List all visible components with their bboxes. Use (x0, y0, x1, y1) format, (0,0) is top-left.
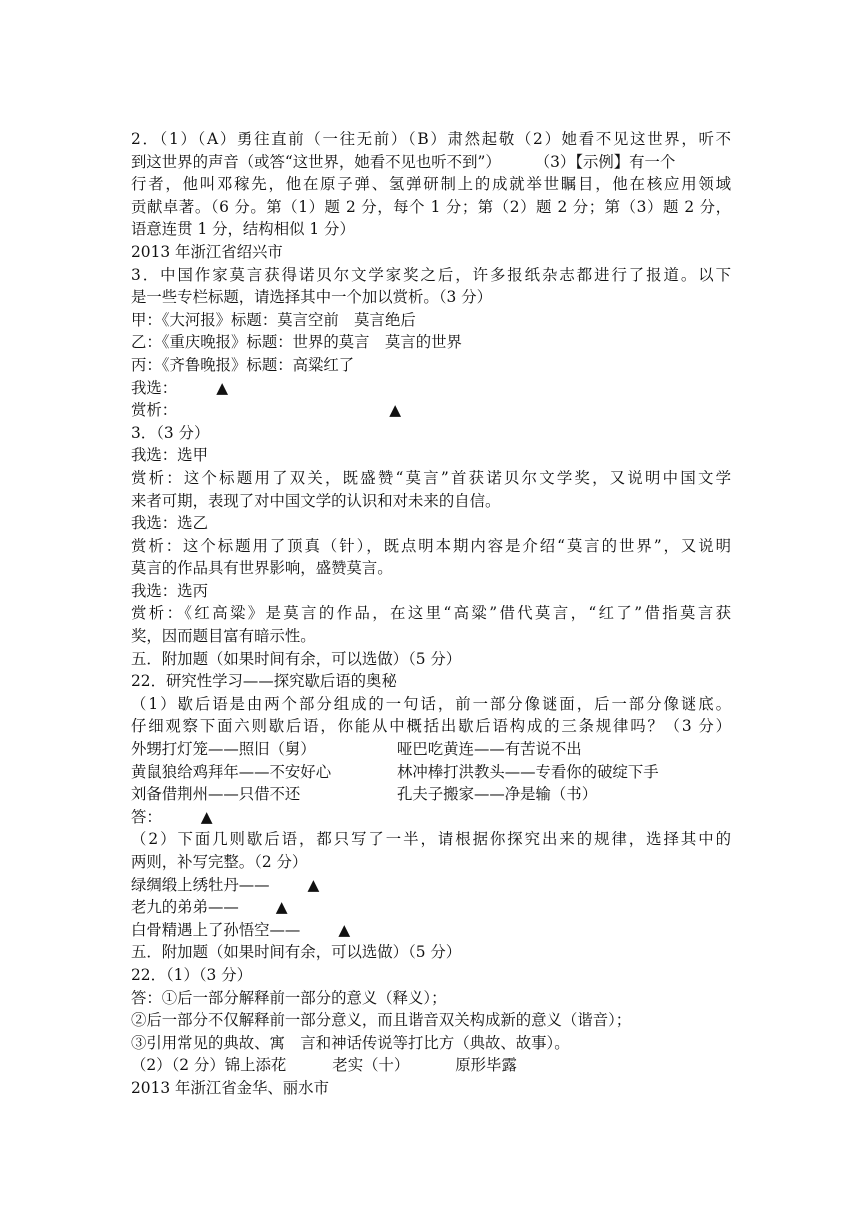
text-line (131, 761, 731, 784)
answer-placeholder-marker: ▲ (200, 807, 213, 826)
text-line: 赏析：这个标题用了双关，既盛赞“莫言”首获诺贝尔文学奖，又说明中国文学 (131, 468, 731, 487)
text-segment: 老实（十） (332, 1056, 410, 1075)
answer-placeholder-marker: ▲ (216, 378, 229, 397)
text-line: 我选：选乙 (131, 514, 208, 533)
xiehouyu-item: 外甥打灯笼——照旧（舅） (131, 740, 316, 759)
text-segment: 我选： (131, 378, 178, 397)
text-line: 五．附加题（如果时间有余，可以选做）（5 分） (131, 649, 462, 668)
text-line: 22．（1）（3 分） (131, 965, 253, 984)
text-segment: 到这世界的声音（或答“这世界，她看不见也听不到”） (131, 152, 501, 171)
text-line: 3．（3 分） (131, 423, 210, 442)
text-line: 2013 年浙江省金华、丽水市 (131, 1078, 329, 1097)
document-page (131, 128, 731, 1100)
text-line: ②后一部分不仅解释前一部分意义，而且谐音双关构成新的意义（谐音）； (131, 1011, 632, 1030)
xiehouyu-item: 孔夫子搬家——净是输（书） (397, 785, 598, 804)
text-line: 丙：《齐鲁晚报》标题：高粱红了 (131, 355, 355, 374)
text-line (131, 806, 731, 829)
text-segment: 绿绸缎上绣牡丹—— (131, 875, 270, 894)
answer-placeholder-marker: ▲ (338, 920, 351, 939)
text-line: 来者可期，表现了对中国文学的认识和对未来的自信。 (131, 491, 501, 510)
text-line: （2）下面几则歇后语，都只写了一半，请根据你探究出来的规律，选择其中的 (131, 830, 731, 849)
text-segment: 原形毕露 (455, 1056, 517, 1075)
text-line: 两则，补写完整。（2 分） (131, 853, 308, 871)
text-line: 莫言的作品具有世界影响，盛赞莫言。 (131, 559, 393, 578)
text-line: 22．研究性学习——探究歇后语的奥秘 (131, 672, 397, 691)
text-line: 五．附加题（如果时间有余，可以选做）（5 分） (131, 943, 462, 962)
answer-placeholder-marker: ▲ (307, 875, 320, 894)
text-line: 是一些专栏标题，请选择其中一个加以赏析。（3 分） (131, 288, 492, 307)
text-line (131, 738, 731, 761)
text-line: 答：①后一部分解释前一部分的意义（释义）； (131, 988, 447, 1007)
text-segment: （3）【示例】有一个 (534, 152, 676, 171)
text-segment: 白骨精遇上了孙悟空—— (131, 920, 301, 939)
text-line (131, 874, 731, 897)
xiehouyu-item: 林冲棒打洪教头——专看你的破绽下手 (397, 762, 659, 781)
text-segment: 答： (131, 807, 162, 826)
xiehouyu-item: 刘备借荆州——只借不还 (131, 785, 301, 804)
text-line: 语意连贯 1 分，结构相似 1 分） (131, 220, 355, 239)
text-segment: 赏析： (131, 401, 178, 420)
text-line: 我选：选丙 (131, 581, 208, 600)
text-line (131, 919, 731, 942)
text-line: 贡献卓著。（6 分。第（1）题 2 分，每个 1 分；第（2）题 2 分；第（3）题 2 分， (131, 197, 731, 216)
text-line: 2013 年浙江省绍兴市 (131, 242, 283, 261)
text-line: 我选：选甲 (131, 446, 208, 465)
text-line: 3．中国作家莫言获得诺贝尔文学家奖之后，许多报纸杂志都进行了报道。以下 (131, 265, 731, 284)
answer-placeholder-marker: ▲ (389, 401, 402, 420)
text-line: 赏析：这个标题用了顶真（针），既点明本期内容是介绍“莫言的世界”，又说明 (131, 536, 731, 555)
text-line (131, 896, 731, 919)
text-line: 仔细观察下面六则歇后语，你能从中概括出歇后语构成的三条规律吗？（3 分） (131, 717, 731, 736)
text-line (131, 377, 731, 400)
text-segment: （2）（2 分）锦上添花 (131, 1056, 287, 1075)
text-line (131, 783, 731, 806)
text-line: 奖，因而题目富有暗示性。 (131, 627, 316, 646)
text-line: 赏析：《红高粱》是莫言的作品，在这里“高粱”借代莫言，“红了”借指莫言获 (131, 604, 731, 623)
text-line (131, 399, 731, 422)
xiehouyu-item: 哑巴吃黄连——有苦说不出 (397, 740, 582, 759)
text-line (131, 151, 731, 174)
text-line: ③引用常见的典故、寓 言和神话传说等打比方（典故、故事）。 (131, 1033, 570, 1052)
text-line: 乙：《重庆晚报》标题：世界的莫言 莫言的世界 (131, 333, 462, 352)
text-line: 行者，他叫邓稼先，他在原子弹、氢弹研制上的成就举世瞩目，他在核应用领域 (131, 175, 731, 194)
text-line: （1）歇后语是由两个部分组成的一句话，前一部分像谜面，后一部分像谜底。 (131, 694, 731, 713)
text-segment: 老九的弟弟—— (131, 898, 239, 917)
xiehouyu-item: 黄鼠狼给鸡拜年——不安好心 (131, 762, 332, 781)
text-line: 甲：《大河报》标题：莫言空前 莫言绝后 (131, 310, 416, 329)
text-line (131, 1054, 731, 1077)
text-line: 2．（1）（A）勇往直前（一往无前）（B）肃然起敬（2）她看不见这世界，听不 (131, 130, 731, 148)
answer-placeholder-marker: ▲ (275, 898, 288, 917)
